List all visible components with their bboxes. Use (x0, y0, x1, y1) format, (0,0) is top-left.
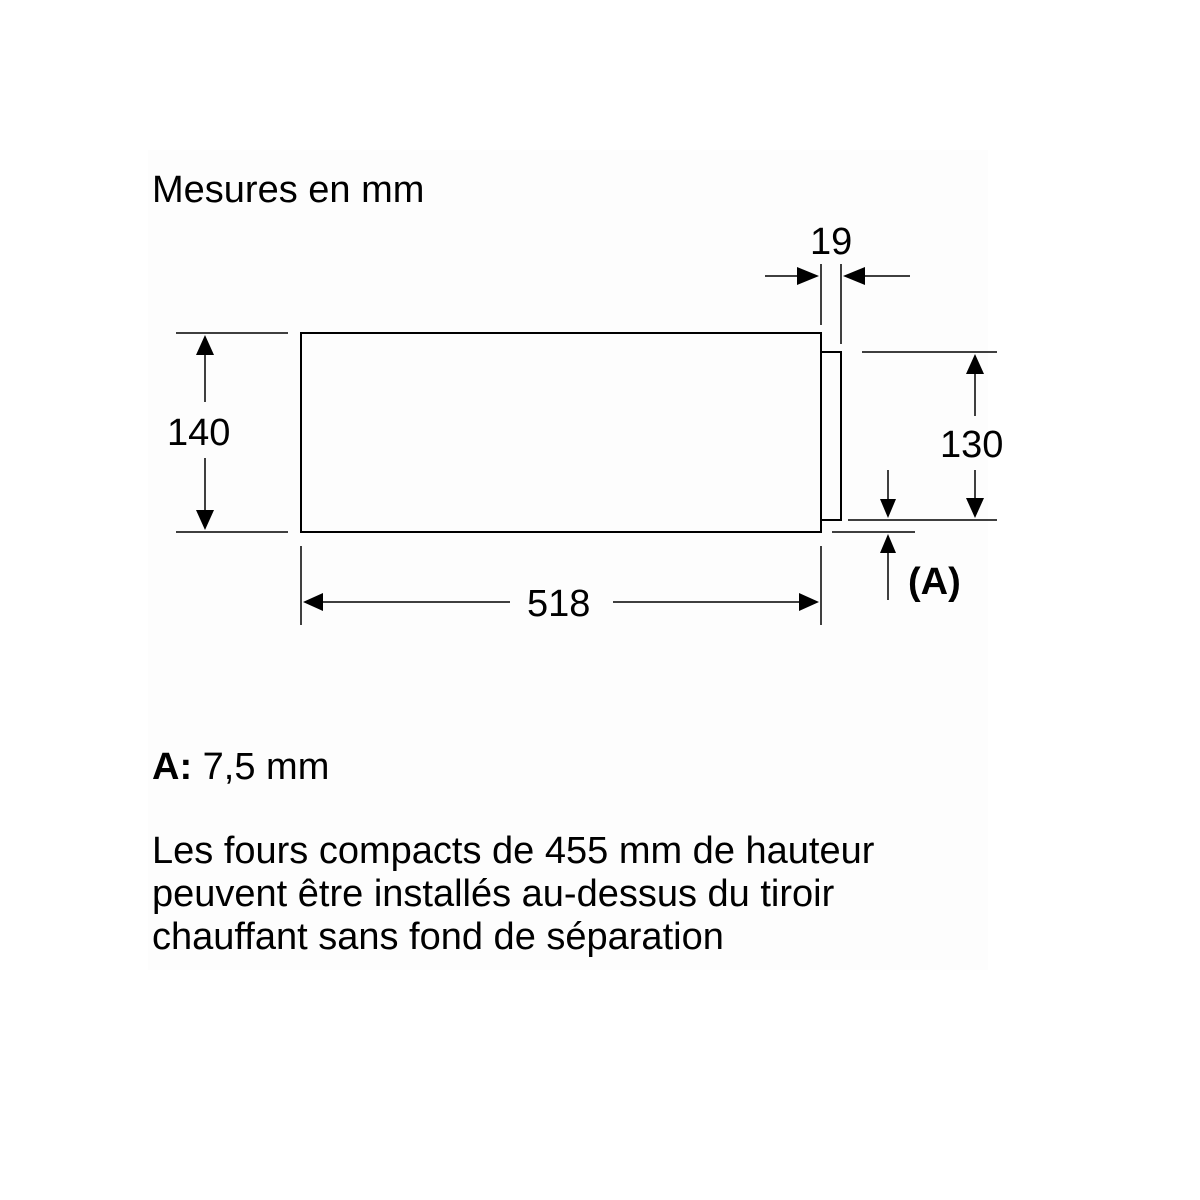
dimension-label-19: 19 (810, 221, 853, 263)
arrowhead-right (799, 593, 819, 611)
drawer-front-panel (821, 352, 841, 520)
installation-note (152, 830, 982, 959)
arrowhead-up (196, 335, 214, 355)
arrowhead-down (880, 499, 896, 518)
dimension-label-140: 140 (167, 412, 231, 454)
dimension-label-130: 130 (940, 424, 1004, 466)
drawer-body (301, 333, 821, 532)
note-line: peuvent être installés au-dessus du tiroir (152, 873, 835, 915)
dimension-label-518: 518 (527, 583, 591, 625)
arrowhead-down (196, 510, 214, 530)
gap-label-a: (A) (908, 561, 961, 603)
arrowhead-down (966, 498, 984, 518)
arrowhead-up (966, 354, 984, 374)
arrowhead-left (303, 593, 323, 611)
arrowhead-up (880, 534, 896, 553)
note-line: chauffant sans fond de séparation (152, 916, 724, 958)
legend-key: A: (152, 746, 193, 788)
page-title: Mesures en mm (152, 169, 425, 211)
legend-a (152, 745, 329, 789)
arrowhead-left (843, 267, 865, 285)
note-line: Les fours compacts de 455 mm de hauteur (152, 830, 875, 872)
arrowhead-right (797, 267, 819, 285)
legend-value: 7,5 mm (202, 746, 330, 788)
